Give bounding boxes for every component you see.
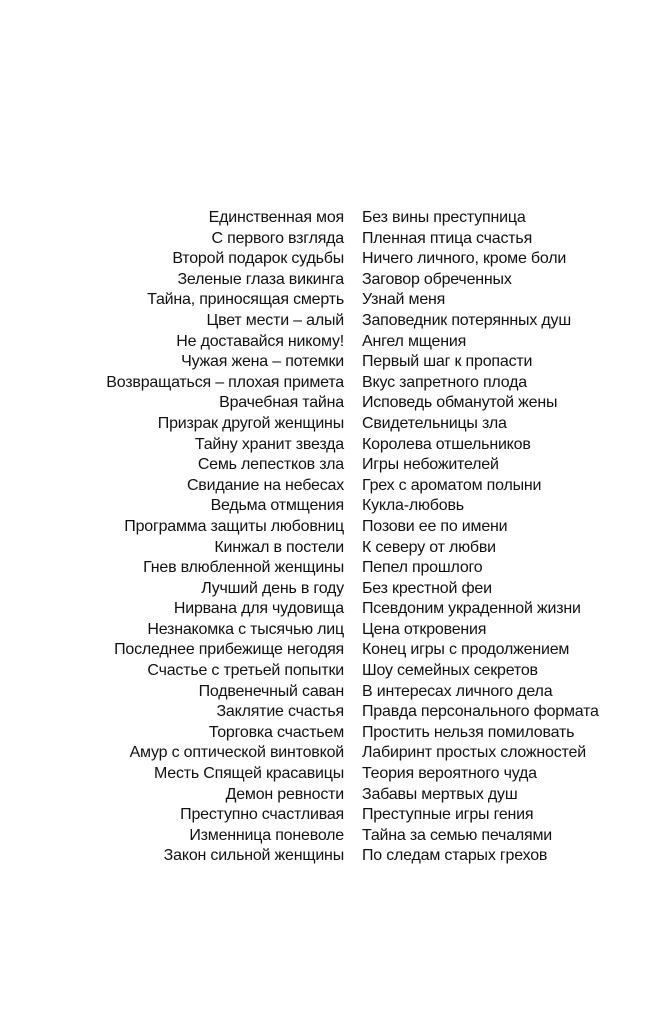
- list-item: Семь лепестков зла: [197, 456, 344, 474]
- list-item: Последнее прибежище негодяя: [114, 641, 344, 659]
- list-item: Вкус запретного плода: [362, 373, 527, 391]
- list-item: Грех с ароматом полыни: [362, 476, 542, 494]
- list-item: Свидание на небесах: [186, 476, 344, 494]
- list-item: Заповедник потерянных душ: [362, 311, 571, 329]
- list-item: Цвет мести – алый: [206, 311, 344, 329]
- title-list-left: [106, 208, 344, 867]
- list-item: Преступные игры гения: [362, 806, 534, 824]
- list-item: Узнай меня: [362, 291, 446, 309]
- list-item: Правда персонального формата: [362, 703, 599, 721]
- list-item: Шоу семейных секретов: [362, 662, 538, 680]
- list-item: Врачебная тайна: [219, 394, 344, 412]
- list-item: Простить нельзя помиловать: [362, 723, 575, 741]
- list-item: Без вины преступница: [362, 209, 526, 226]
- list-item: Лабиринт простых сложностей: [362, 744, 586, 762]
- list-item: Свидетельницы зла: [362, 414, 507, 432]
- list-item: Позови ее по имени: [362, 517, 508, 535]
- list-item: Конец игры с продолжением: [362, 641, 570, 659]
- list-item: Гнев влюбленной женщины: [143, 559, 344, 577]
- list-item: Амур с оптической винтовкой: [129, 744, 344, 762]
- list-item: Забавы мертвых душ: [362, 785, 518, 803]
- list-item: Кинжал в постели: [214, 538, 344, 556]
- list-item: Исповедь обманутой жены: [362, 394, 558, 412]
- list-item: Закон сильной женщины: [163, 847, 344, 865]
- list-item: Демон ревности: [225, 785, 344, 803]
- list-item: Пленная птица счастья: [362, 229, 533, 247]
- list-item: С первого взгляда: [211, 229, 344, 247]
- list-item: Кукла-любовь: [362, 497, 464, 515]
- list-item: Лучший день в году: [201, 579, 344, 597]
- list-item: Призрак другой женщины: [157, 414, 344, 432]
- list-item: Ангел мщения: [362, 332, 467, 350]
- list-item: Подвенечный саван: [198, 682, 344, 700]
- list-item: Второй подарок судьбы: [172, 250, 344, 268]
- list-item: Единственная моя: [208, 209, 344, 226]
- list-item: Незнакомка с тысячью лиц: [147, 620, 344, 638]
- list-item: Тайна за семью печалями: [362, 826, 553, 844]
- list-item: Заговор обреченных: [362, 270, 512, 288]
- list-item: Преступно счастливая: [180, 806, 344, 824]
- list-item: Торговка счастьем: [208, 723, 344, 741]
- list-item: Тайна, приносящая смерть: [147, 291, 344, 309]
- list-item: Пепел прошлого: [362, 559, 483, 577]
- list-item: Программа защиты любовниц: [124, 517, 344, 535]
- list-item: Псевдоним украденной жизни: [362, 600, 581, 618]
- list-item: Королева отшельников: [362, 435, 531, 453]
- list-item: Нирвана для чудовища: [173, 600, 344, 618]
- list-item: Тайну хранит звезда: [194, 435, 344, 453]
- list-item: К северу от любви: [362, 538, 496, 556]
- list-item: Возвращаться – плохая примета: [106, 373, 344, 391]
- list-item: Цена откровения: [362, 620, 487, 638]
- list-item: По следам старых грехов: [362, 847, 548, 865]
- list-item: Зеленые глаза викинга: [177, 270, 344, 288]
- list-item: Ведьма отмщения: [210, 497, 344, 515]
- list-item: Счастье с третьей попытки: [147, 662, 344, 680]
- list-item: Ничего личного, кроме боли: [362, 250, 567, 268]
- list-item: Первый шаг к пропасти: [362, 353, 533, 371]
- list-item: Теория вероятного чуда: [362, 765, 537, 783]
- list-item: Без крестной феи: [362, 579, 492, 597]
- list-item: Не доставайся никому!: [176, 332, 344, 350]
- title-list-right: [362, 208, 599, 867]
- list-item: Игры небожителей: [362, 456, 499, 474]
- list-item: Изменница поневоле: [189, 826, 344, 844]
- list-item: Месть Спящей красавицы: [153, 765, 344, 783]
- list-item: Заклятие счастья: [216, 703, 344, 721]
- list-item: В интересах личного дела: [362, 682, 553, 700]
- list-item: Чужая жена – потемки: [181, 353, 344, 371]
